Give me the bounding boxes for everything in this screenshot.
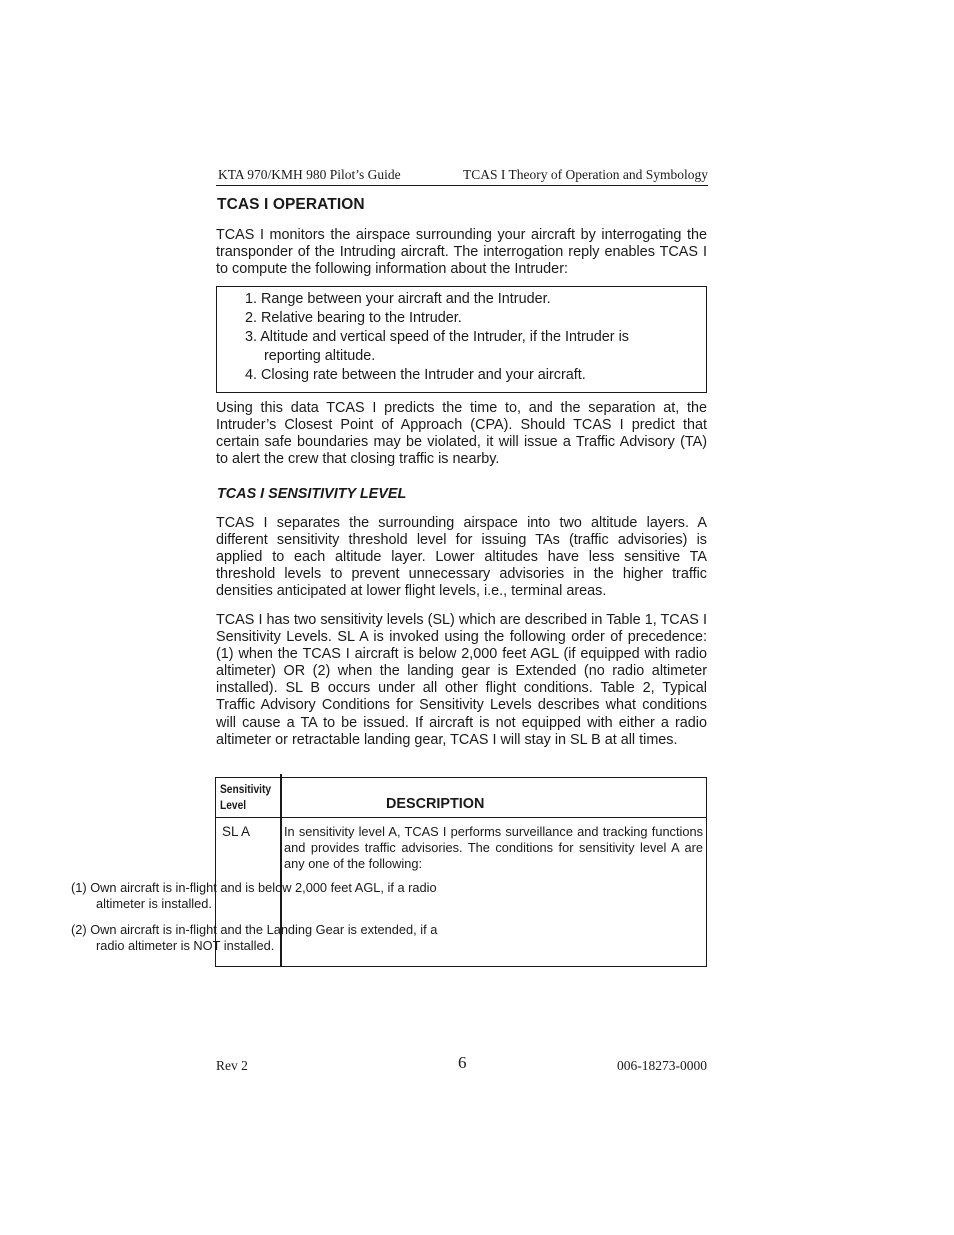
table-header-description: DESCRIPTION — [386, 796, 485, 812]
condition-line: (1) Own aircraft is in-flight and is below 2,000 feet AGL, if a radio — [71, 880, 437, 895]
condition-item — [71, 880, 486, 912]
header-guide-title: KTA 970/KMH 980 Pilot’s Guide — [218, 167, 401, 182]
table-cell-description: In sensitivity level A, TCAS I performs surveillance and tracking functions and provides traffic advisories. The conditions for sensitivity level A are any one of the following: — [284, 824, 703, 871]
sensitivity-levels-paragraph: TCAS I has two sensitivity levels (SL) which are described in Table 1, TCAS I Sensitivity Levels. SL A is invoked using the following order of precedence: (1) when the TCAS I aircraft is below 2,000 feet AGL (if equipped with radio altimeter) OR (2) when the landing gear is Extended (no radio altimeter installed). SL B occurs under all other flight conditions. Table 2, Typical Traffic Advisory Conditions for Sensitivity Levels describes what conditions will cause a TA to be issued. If aircraft is not equipped with either a radio altimeter or retractable landing gear, TCAS I will stay in SL B at all times. — [216, 612, 707, 748]
condition-item — [71, 922, 486, 954]
list-item — [245, 328, 695, 366]
list-item: 4. Closing rate between the Intruder and your aircraft. — [245, 367, 586, 383]
altitude-layers-paragraph: TCAS I separates the surrounding airspace into two altitude layers. A different sensitivity threshold level for issuing TAs (traffic advisories) is applied to each altitude layer. Lower altitudes have less sensitive TA threshold levels to prevent unnecessary advisories in the higher traffic densities anticipated at lower flight levels, i.e., terminal areas. — [216, 515, 707, 600]
table-header-divider — [216, 817, 706, 818]
subsection-heading: TCAS I SENSITIVITY LEVEL — [217, 486, 407, 502]
running-header — [216, 165, 708, 186]
computed-info-box — [216, 286, 707, 393]
table-header-level-line: Sensitivity — [220, 782, 272, 796]
intro-paragraph: TCAS I monitors the airspace surrounding your aircraft by interrogating the transponder of the Intruding aircraft. The interrogation reply enables TCAS I to compute the following information about the Intruder: — [216, 227, 707, 278]
page-number: 6 — [458, 1053, 467, 1072]
section-heading: TCAS I OPERATION — [217, 196, 365, 213]
header-chapter-title: TCAS I Theory of Operation and Symbology — [463, 167, 708, 182]
condition-continuation: radio altimeter is NOT installed. — [96, 937, 275, 953]
condition-continuation: altimeter is installed. — [96, 895, 212, 911]
list-item: 2. Relative bearing to the Intruder. — [245, 310, 462, 326]
list-item: 1. Range between your aircraft and the Intruder. — [245, 291, 551, 307]
footer-revision: Rev 2 — [216, 1058, 248, 1073]
list-item-continuation: reporting altitude. — [264, 347, 376, 364]
table-header-level-line: Level — [220, 798, 247, 812]
list-item-line: 3. Altitude and vertical speed of the Intruder, if the Intruder is — [245, 329, 629, 345]
footer-part-number: 006-18273-0000 — [617, 1058, 707, 1073]
prediction-paragraph: Using this data TCAS I predicts the time to, and the separation at, the Intruder’s Closest Point of Approach (CPA). Should TCAS I predict that certain safe boundaries may be violated, it will issue a Traffic Advisory (TA) to alert the crew that closing traffic is nearby. — [216, 400, 707, 468]
table-header-level — [220, 781, 271, 813]
condition-line: (2) Own aircraft is in-flight and the Landing Gear is extended, if a — [71, 922, 438, 937]
table-cell-level: SL A — [222, 824, 251, 839]
